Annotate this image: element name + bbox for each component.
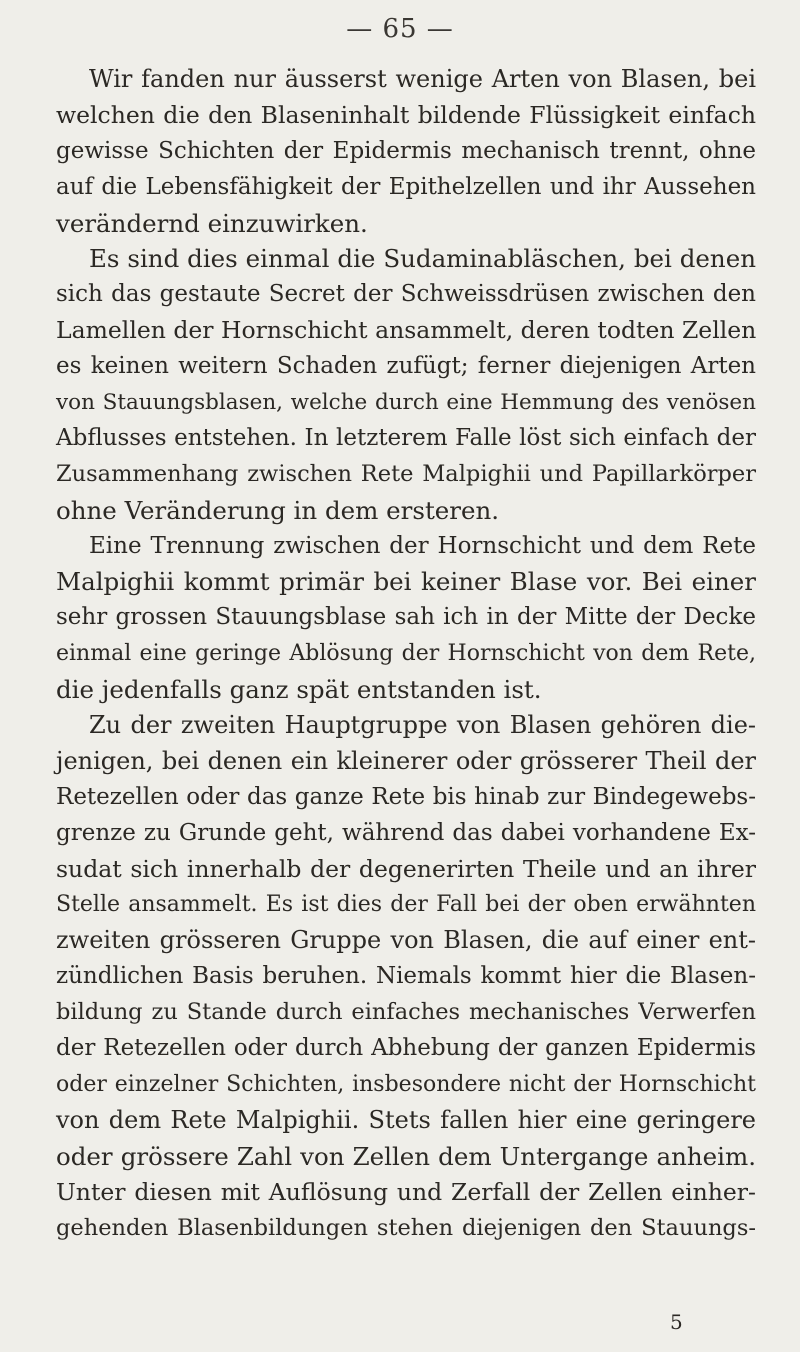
text-line: Lamellen der Hornschicht ansammelt, deren todten Zellen <box>56 316 757 345</box>
text-line: der Retezellen oder durch Abhebung der ganzen Epidermis <box>56 1035 756 1062</box>
text-line: Es sind dies einmal die Sudaminabläschen, bei denen <box>89 244 756 274</box>
text-line: welchen die den Blaseninhalt bildende Flüssigkeit einfach <box>56 100 756 129</box>
body-text <box>56 62 756 1246</box>
signature-mark: 5 <box>670 1310 683 1334</box>
text-line: Eine Trennung zwischen der Hornschicht und dem Rete <box>89 532 756 559</box>
text-line: von dem Rete Malpighii. Stets fallen hier eine geringere <box>56 1105 756 1134</box>
text-line: von Stauungsblasen, welche durch eine Hemmung des venösen <box>56 390 756 416</box>
text-line: gewisse Schichten der Epidermis mechanisch trennt, ohne <box>56 137 756 164</box>
page-number: — 65 — <box>346 14 454 44</box>
text-line: einmal eine geringe Ablösung der Hornschicht von dem Rete, <box>56 641 756 667</box>
text-line: sudat sich innerhalb der degenerirten Theile und an ihrer <box>56 854 756 883</box>
text-line: Stelle ansammelt. Es ist dies der Fall bei der oben erwähnten <box>56 892 756 918</box>
text-line: Unter diesen mit Auflösung und Zerfall der Zellen einher- <box>56 1177 756 1206</box>
text-line: grenze zu Grunde geht, während das dabei vorhandene Ex- <box>56 819 756 846</box>
text-line: ohne Veränderung in dem ersteren. <box>56 495 500 525</box>
text-line: gehenden Blasenbildungen stehen diejenigen den Stauungs- <box>56 1214 756 1241</box>
text-line: die jedenfalls ganz spät entstanden ist. <box>56 675 542 705</box>
text-line: Zusammenhang zwischen Rete Malpighii und Papillarkörper <box>56 460 756 487</box>
text-line: jenigen, bei denen ein kleinerer oder grösserer Theil der <box>56 746 756 775</box>
text-line: Malpighii kommt primär bei keiner Blase vor. Bei einer <box>56 567 756 597</box>
text-line: es keinen weitern Schaden zufügt; ferner diejenigen Arten <box>56 353 756 380</box>
text-line: sehr grossen Stauungsblase sah ich in der Mitte der Decke <box>56 604 756 631</box>
text-line: oder grössere Zahl von Zellen dem Untergange anheim. <box>56 1141 756 1171</box>
text-line: Abflusses entstehen. In letzterem Falle löst sich einfach der <box>56 424 756 451</box>
text-line: Wir fanden nur äusserst wenige Arten von Blasen, bei <box>89 65 756 93</box>
text-line: sich das gestaute Secret der Schweissdrüsen zwischen den <box>56 281 756 308</box>
text-line: zündlichen Basis beruhen. Niemals kommt hier die Blasen- <box>56 963 756 990</box>
text-line: auf die Lebensfähigkeit der Epithelzellen und ihr Aussehen <box>56 173 756 200</box>
text-line: oder einzelner Schichten, insbesondere nicht der Hornschicht <box>56 1071 756 1097</box>
text-line: Zu der zweiten Hauptgruppe von Blasen gehören die- <box>89 711 756 740</box>
text-line: verändernd einzuwirken. <box>56 208 368 238</box>
text-line: zweiten grösseren Gruppe von Blasen, die auf einer ent- <box>56 926 756 955</box>
text-line: Retezellen oder das ganze Rete bis hinab zur Bindegewebs- <box>56 783 756 810</box>
text-line: bildung zu Stande durch einfaches mechanisches Verwerfen <box>56 999 756 1026</box>
